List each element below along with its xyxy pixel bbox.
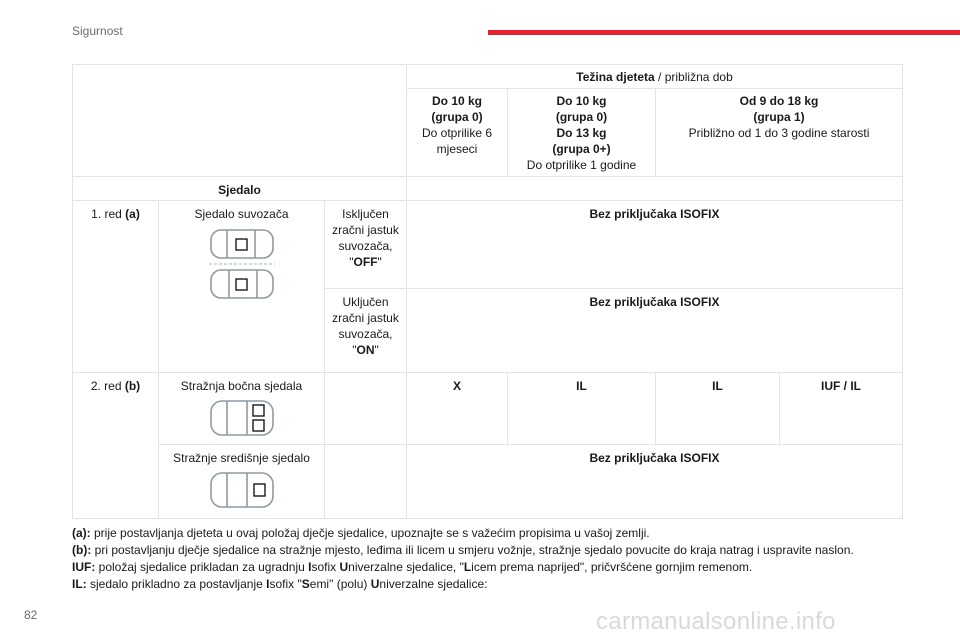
- group-0plus-weight-b: Do 13 kg: [556, 126, 607, 140]
- group-0plus-age: Do otprilike 1 godine: [526, 158, 637, 172]
- airbag-off-result: Bez priključaka ISOFIX: [407, 201, 903, 289]
- group-0-weight: Do 10 kg: [431, 94, 482, 108]
- front-passenger-seat-icon: [207, 226, 277, 306]
- group-1-weight: Od 9 do 18 kg: [739, 94, 819, 108]
- group-1-cell: [656, 89, 903, 177]
- page-number: 82: [24, 608, 38, 622]
- group-0plus-cell: [508, 89, 656, 177]
- note-iuf: IUF: položaj sjedalice prikladan za ugradnju Isofix Univerzalne sjedalice, "Licem prema naprijed", pričvršćene gornjim remenom.: [72, 560, 753, 574]
- rear-side-value: IL: [508, 373, 656, 445]
- rear-side-value: IUF / IL: [780, 373, 903, 445]
- group-1-age: Približno od 1 do 3 godine starosti: [688, 126, 870, 140]
- rear-side-value: IL: [656, 373, 780, 445]
- row2-label: 2. red (b): [73, 373, 159, 519]
- group-0-cell: [407, 89, 508, 177]
- airbag-off-value: OFF: [353, 255, 378, 269]
- rear-center-seat-cell: [159, 445, 325, 519]
- child-seat-table: [72, 64, 903, 519]
- group-0-age: Do otprilike 6 mjeseci: [421, 126, 493, 156]
- rear-side-seat-label: Stražnja bočna sjedala: [180, 379, 303, 393]
- note-b: (b): pri postavljanju dječje sjedalice na stražnje mjesto, leđima ili licem u smjeru vožnje, stražnje sjedalo povucite do kraja natrag i uspravite naslon.: [72, 543, 854, 557]
- rear-side-seat-icon: [207, 398, 277, 438]
- weight-title: Težina djeteta: [576, 70, 655, 84]
- rear-side-seat-cell: [159, 373, 325, 445]
- airbag-off-cell: Isključen zračni jastuk suvozača, "OFF": [325, 201, 407, 289]
- seat-header: Sjedalo: [73, 177, 407, 201]
- rear-side-blank: [325, 373, 407, 445]
- rear-side-value: X: [407, 373, 508, 445]
- section-title: Sigurnost: [72, 24, 123, 38]
- airbag-on-value: ON: [356, 343, 375, 357]
- seat-header-blank: [407, 177, 903, 201]
- front-seat-label: Sjedalo suvozača: [194, 207, 289, 221]
- group-1-name: (grupa 1): [753, 110, 805, 124]
- airbag-on-result: Bez priključaka ISOFIX: [407, 289, 903, 373]
- footnotes: [72, 525, 912, 593]
- group-0plus-name-a: (grupa 0): [555, 110, 608, 124]
- group-0-name: (grupa 0): [431, 110, 483, 124]
- group-0plus-weight-a: Do 10 kg: [556, 94, 607, 108]
- table-corner-cell: [73, 65, 407, 177]
- rear-center-result: Bez priključaka ISOFIX: [407, 445, 903, 519]
- group-0plus-name-b: (grupa 0+): [552, 142, 611, 156]
- row1-label: 1. red (a): [73, 201, 159, 373]
- rear-center-seat-label: Stražnje središnje sjedalo: [173, 451, 310, 465]
- note-a: (a): prije postavljanja djeteta u ovaj položaj dječje sjedalice, upoznajte se s važećim propisima u vašoj zemlji.: [72, 526, 650, 540]
- weight-subtitle: / približna dob: [654, 70, 733, 84]
- airbag-on-cell: Uključen zračni jastuk suvozača, "ON": [325, 289, 407, 373]
- rear-center-seat-icon: [207, 470, 277, 510]
- header-accent-bar: [488, 30, 960, 35]
- note-il: IL: sjedalo prikladno za postavljanje Isofix "Semi" (polu) Univerzalne sjedalice:: [72, 577, 488, 591]
- front-passenger-seat-cell: [159, 201, 325, 373]
- rear-center-blank: [325, 445, 407, 519]
- weight-header: [407, 65, 903, 89]
- watermark: carmanualsonline.info: [596, 608, 836, 635]
